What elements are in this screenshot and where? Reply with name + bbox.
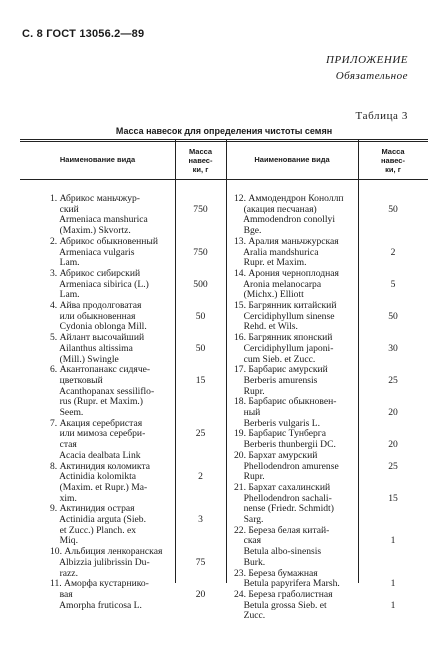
col-header-name-right: Наименование вида — [254, 155, 330, 164]
species-name-line: 2. Абрикос обыкновенный — [50, 235, 159, 247]
species-name-line: 9. Актинидия острая — [50, 503, 135, 515]
species-name-line: Lam. — [50, 289, 80, 301]
col-header-mass-right: ки, г — [385, 165, 401, 174]
species-name-line: Betula albo-sinensis — [234, 546, 322, 558]
species-name-line: (Mill.) Swingle — [50, 353, 119, 365]
sample-mass: 20 — [388, 407, 398, 418]
species-name-line: 20. Бархат амурский — [234, 449, 318, 461]
sample-mass: 1 — [390, 599, 396, 611]
species-name-line: Rupr. — [234, 471, 265, 483]
species-name-line: 22. Береза белая китай- — [234, 524, 330, 536]
species-name-line: 21. Бархат сахалинский — [234, 481, 331, 493]
species-name-line: 13. Аралия маньчжурская — [234, 235, 339, 247]
sample-mass: 2 — [198, 471, 203, 483]
species-name-line: 1. Абрикос маньчжур- — [50, 193, 140, 204]
sample-mass: 50 — [388, 203, 398, 215]
species-name-line: Sarg. — [234, 514, 264, 525]
sample-mass: 1 — [390, 535, 396, 547]
species-name-line: rus (Rupr. et Maxim.) — [50, 396, 143, 408]
species-name-line: 16. Багрянник японский — [234, 332, 333, 344]
table-number: Таблица 3 — [355, 110, 408, 122]
species-name-line: Armeniaca sibirica (L.) — [50, 278, 149, 290]
species-name-line: или обыкновенная — [50, 310, 136, 322]
species-name-line: (Maxim.) Skvortz. — [50, 225, 131, 237]
sample-mass: 25 — [195, 428, 206, 440]
sample-mass: 750 — [193, 246, 208, 258]
species-name-line: 4. Айва продолговатая — [50, 300, 142, 311]
species-name-line: Albizzia julibrissin Du- — [50, 556, 150, 568]
col-header-mass-left: навес- — [188, 156, 213, 165]
column-divider — [226, 139, 227, 583]
sample-mass: 1 — [390, 578, 396, 590]
table-top-rule — [20, 139, 428, 140]
species-name-line: 3. Абрикос сибирский — [50, 267, 141, 279]
species-name-line: razz. — [50, 567, 78, 579]
species-name-line: (акация песчаная) — [234, 203, 317, 215]
species-name-line: Ammodendron conollyi — [234, 214, 335, 226]
species-name-line: (Michx.) Elliott — [234, 289, 304, 301]
species-name-line: вая — [50, 588, 73, 600]
species-name-line: Betula papyrifera Marsh. — [234, 578, 340, 590]
species-name-line: Berberis thunbergii DC. — [234, 439, 336, 451]
species-name-line: 11. Аморфа кустарнико- — [50, 578, 149, 590]
species-name-line: ская — [234, 535, 262, 547]
species-name-line: Ailanthus altissima — [50, 342, 133, 354]
species-name-line: Bge. — [234, 225, 262, 237]
col-header-mass-left: Масса — [188, 147, 213, 156]
species-name-line: Cydonia oblonga Mill. — [50, 321, 147, 333]
species-name-line: Zucc. — [234, 610, 266, 622]
sample-mass: 2 — [390, 246, 396, 258]
species-name-line: Aronia melanocarpa — [234, 278, 322, 290]
species-name-line: xim. — [50, 492, 77, 504]
species-name-line: (Maxim. et Rupr.) Ma- — [50, 481, 148, 493]
species-name-line: Rehd. et Wils. — [234, 321, 298, 333]
species-name-line: Berberis amurensis — [234, 374, 318, 386]
col-header-mass-right: навес- — [381, 156, 405, 165]
sample-mass: 30 — [388, 342, 398, 354]
species-name-line: 10. Альбиция ленкоранская — [50, 546, 163, 558]
sample-mass: 5 — [390, 278, 396, 290]
species-name-line: 14. Арония черноплодная — [234, 267, 339, 279]
species-name-line: et Zucc.) Planch. ex — [50, 524, 137, 536]
species-name-line: nense (Friedr. Schmidt) — [234, 503, 334, 515]
species-name-line: Armeniaca vulgaris — [50, 246, 135, 258]
sample-mass: 15 — [388, 492, 398, 504]
species-name-line: 19. Барбарис Тунберга — [234, 428, 326, 440]
species-name-line: 15. Багрянник китайский — [234, 300, 337, 311]
species-name-line: 18. Барбарис обыкновен- — [234, 396, 337, 408]
species-name-line: Actinidia kolomikta — [50, 471, 137, 483]
species-name-line: Betula grossa Sieb. et — [234, 599, 327, 611]
species-name-line: Armeniaca manshurica — [50, 214, 148, 226]
sample-mass: 50 — [388, 310, 398, 322]
sample-mass: 75 — [195, 556, 206, 568]
species-name-line: Acacia dealbata Link — [50, 449, 141, 461]
col-header-mass-left: ки, г — [192, 165, 209, 174]
species-name-line: Phellodendron sachali- — [234, 492, 332, 504]
species-name-line: Amorpha fruticosa L. — [50, 599, 142, 611]
species-name-line: Berberis vulgaris L. — [234, 417, 321, 429]
species-name-line: Cercidiphyllum sinense — [234, 310, 335, 322]
species-name-line: Lam. — [50, 257, 80, 269]
sample-mass: 50 — [195, 342, 206, 354]
species-name-line: Burk. — [234, 556, 266, 568]
species-name-line: Acanthopanax sessiliflo- — [50, 385, 155, 397]
sample-mass: 50 — [195, 310, 206, 322]
appendix-block — [326, 52, 408, 84]
species-name-line: 8. Актинидия коломикта — [50, 460, 151, 472]
species-name-line: cum Sieb. et Zucc. — [234, 353, 316, 365]
table-top-rule-2 — [20, 141, 428, 142]
species-name-line: Aralia mandshurica — [234, 246, 319, 258]
species-name-line: 24. Береза граболистная — [234, 588, 333, 600]
species-name-line: Seem. — [50, 407, 84, 418]
col-header-mass-right: Масса — [381, 147, 405, 156]
species-name-line: или мимоза серебри- — [50, 428, 146, 440]
sample-mass: 15 — [195, 374, 206, 386]
page-header: С. 8 ГОСТ 13056.2—89 — [22, 28, 145, 40]
table-header-rule — [20, 179, 428, 180]
sample-mass: 3 — [198, 514, 203, 525]
sample-mass: 20 — [195, 588, 206, 600]
species-name-line: 12. Аммодендрон Коноллп — [234, 193, 344, 204]
sample-mass: 25 — [388, 374, 398, 386]
species-name-line: Miq. — [50, 535, 78, 547]
species-name-line: Rupr. — [234, 385, 265, 397]
species-name-line: ный — [234, 407, 261, 418]
appendix-subtitle: Обязательное — [335, 70, 408, 82]
species-name-line: стая — [50, 439, 77, 451]
species-name-line: 6. Акантопанакс сидяче- — [50, 364, 151, 376]
species-name-line: Cercidiphyllum japoni- — [234, 342, 334, 354]
species-name-line: Phellodendron amurense — [234, 460, 339, 472]
species-name-line: цветковый — [50, 374, 103, 386]
species-name-line: 7. Акация серебристая — [50, 417, 143, 429]
species-name-line: Actinidia arguta (Sieb. — [50, 514, 147, 525]
species-name-line: 17. Барбарис амурский — [234, 364, 328, 376]
sample-mass: 750 — [193, 203, 208, 215]
species-name-line: 23. Береза бумажная — [234, 567, 318, 579]
table-title: Масса навесок для определения чистоты семян — [115, 126, 333, 136]
species-name-line: Rupr. et Maxim. — [234, 257, 307, 269]
sample-mass: 500 — [193, 278, 208, 290]
col-header-name-left: Наименование вида — [59, 155, 136, 164]
appendix-title: ПРИЛОЖЕНИЕ — [326, 54, 408, 66]
sample-mass: 20 — [388, 439, 398, 451]
species-name-line: ский — [50, 203, 79, 215]
species-name-line: 5. Айлант высочайший — [50, 332, 145, 344]
sample-mass: 25 — [388, 460, 398, 472]
